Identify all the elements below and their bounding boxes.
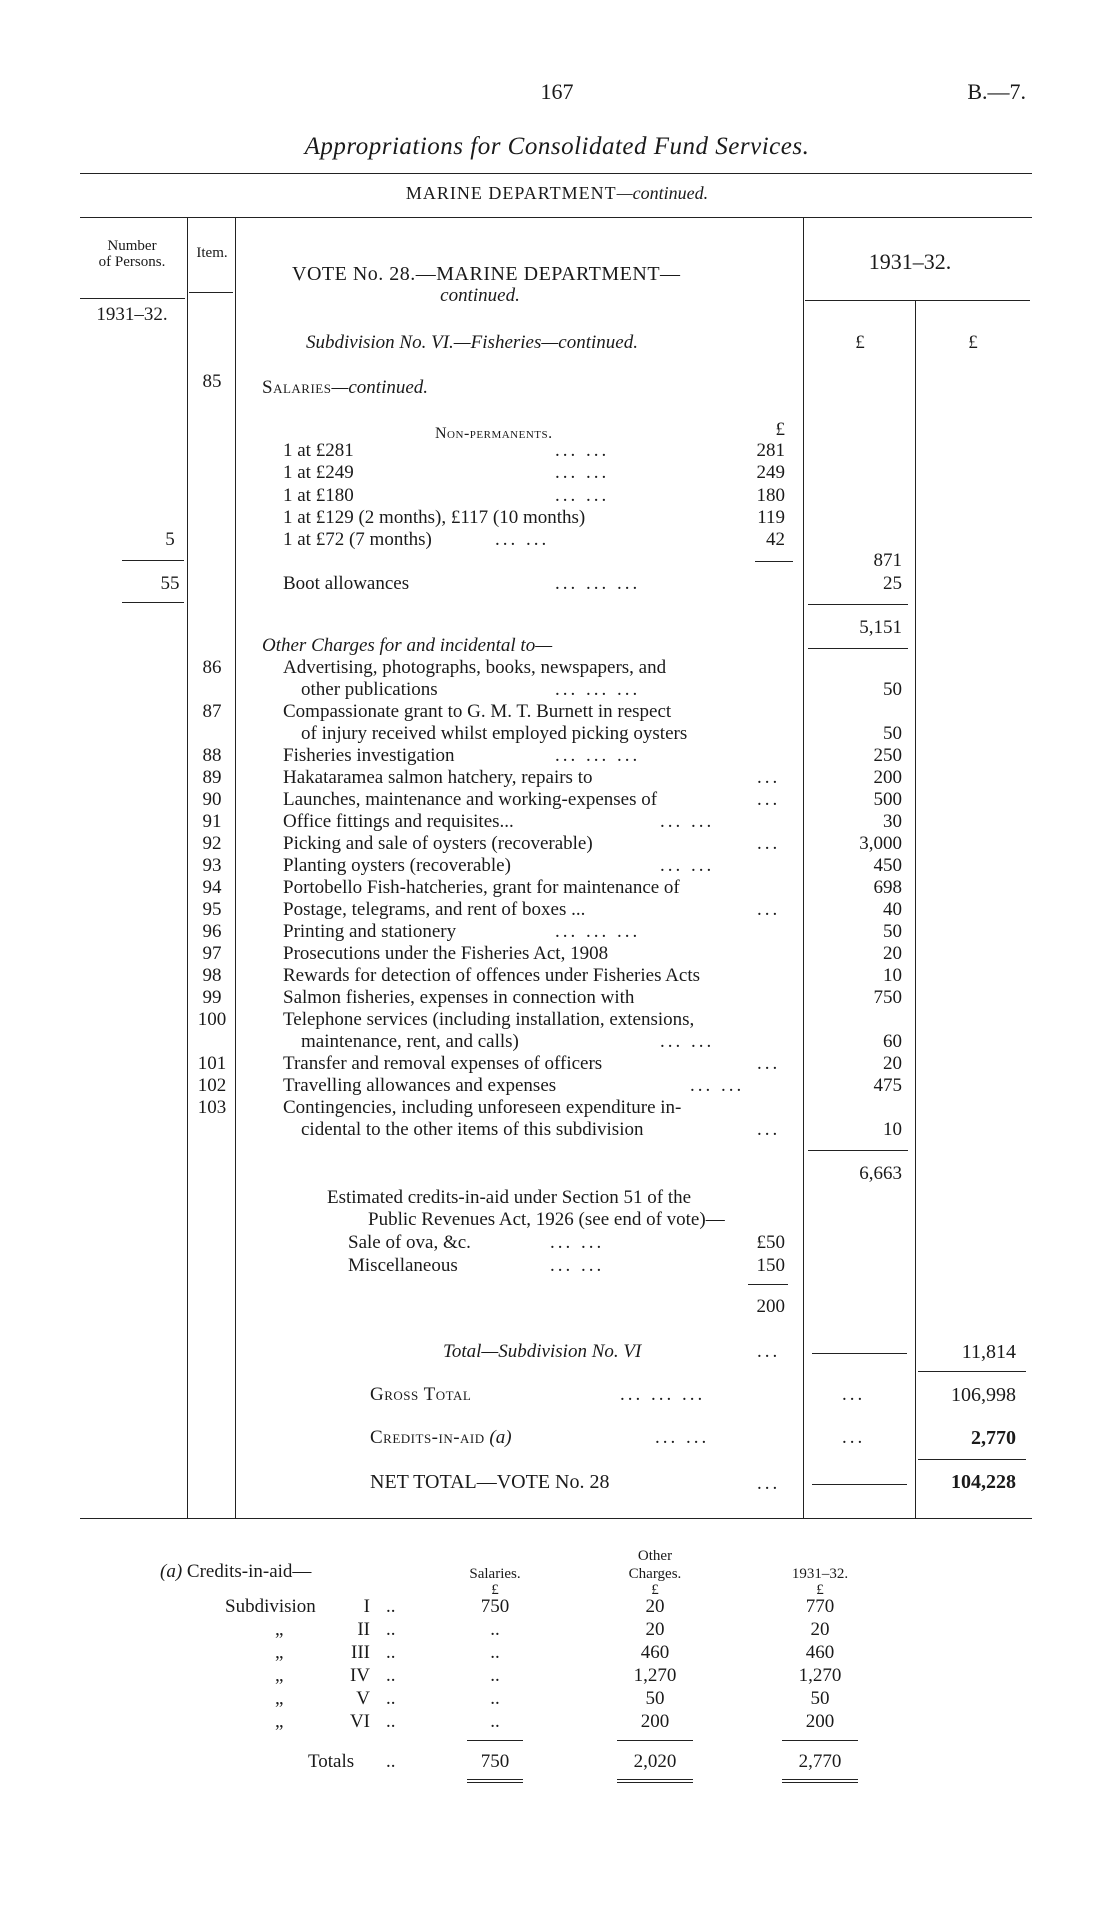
credits-estimate-total: 200 bbox=[756, 1296, 785, 1317]
leader-dots: ... ... bbox=[660, 1031, 715, 1052]
vote-title-continued: continued. bbox=[440, 285, 520, 306]
leader-dots: ... ... bbox=[555, 462, 610, 483]
subdivision-numeral: IV bbox=[349, 1665, 370, 1686]
charge-label: Launches, maintenance and working-expenses of bbox=[283, 789, 658, 810]
charge-amount: 250 bbox=[873, 745, 902, 766]
item-number: 93 bbox=[202, 855, 222, 876]
subdivision-total-label: Total—Subdivision No. VI bbox=[443, 1341, 642, 1362]
subdivision-name: „ bbox=[275, 1711, 284, 1732]
credit-label: Sale of ova, &c. bbox=[348, 1232, 471, 1253]
leader-dots: ... ... bbox=[550, 1255, 605, 1276]
rule bbox=[918, 1459, 1026, 1460]
charge-label: Transfer and removal expenses of officers bbox=[283, 1053, 603, 1074]
rule bbox=[782, 1740, 858, 1741]
rule bbox=[782, 1782, 858, 1783]
charge-label-continued: cidental to the other items of this subdivision bbox=[301, 1119, 644, 1140]
charge-amount: 10 bbox=[883, 965, 902, 986]
leader-dots: ... ... ... bbox=[555, 921, 641, 942]
item-number: 92 bbox=[202, 833, 222, 854]
salaries-total: 5,151 bbox=[859, 617, 902, 638]
rule bbox=[122, 602, 184, 603]
leader-dots: ... bbox=[757, 1341, 781, 1362]
item-number: 88 bbox=[202, 745, 222, 766]
item-number: 89 bbox=[202, 767, 222, 788]
footnote-total-other: 2,020 bbox=[633, 1751, 677, 1772]
leader-dots: ... bbox=[757, 1473, 781, 1494]
footnote-other: 1,270 bbox=[633, 1665, 677, 1686]
credits-estimate-line: Estimated credits-in-aid under Section 51 of the bbox=[327, 1187, 692, 1208]
footnote-marker: (a) bbox=[160, 1561, 183, 1582]
charge-label: Contingencies, including unforeseen expenditure in- bbox=[283, 1097, 682, 1118]
salary-label: 1 at £72 (7 months) bbox=[283, 529, 432, 550]
leader-dots: ... ... bbox=[555, 440, 610, 461]
leader-dots: ... bbox=[757, 767, 781, 788]
leader-dots: .. bbox=[386, 1711, 396, 1732]
leader-dots: ... bbox=[757, 899, 781, 920]
subdivision-numeral: VI bbox=[349, 1711, 370, 1732]
footnote-column-salaries: Salaries. bbox=[469, 1566, 521, 1582]
charge-amount: 500 bbox=[873, 789, 902, 810]
charge-label: Advertising, photographs, books, newspapers, and bbox=[283, 657, 667, 678]
subdivision-name: „ bbox=[275, 1619, 284, 1640]
item-number: 100 bbox=[197, 1009, 227, 1030]
salary-label: 1 at £180 bbox=[283, 485, 354, 506]
charge-label: Hakataramea salmon hatchery, repairs to bbox=[283, 767, 593, 788]
footnote-year: 50 bbox=[810, 1688, 830, 1709]
footnote-salaries: .. bbox=[490, 1642, 500, 1663]
year-header-persons: 1931–32. bbox=[96, 304, 168, 325]
salaries-continued: —continued. bbox=[331, 377, 429, 398]
rule bbox=[748, 1284, 788, 1285]
credit-amount: 150 bbox=[756, 1255, 785, 1276]
charge-amount: 40 bbox=[883, 899, 902, 920]
item-number: 96 bbox=[202, 921, 222, 942]
charge-label-continued: other publications bbox=[301, 679, 438, 700]
rule bbox=[80, 1518, 1032, 1519]
footnote-column-year: 1931–32. bbox=[791, 1566, 849, 1582]
department-name: MARINE DEPARTMENT bbox=[405, 183, 617, 203]
charge-amount: 50 bbox=[883, 679, 902, 700]
charge-amount: 750 bbox=[873, 987, 902, 1008]
subdivision-numeral: V bbox=[356, 1688, 370, 1709]
gross-total-label: Gross Total bbox=[370, 1384, 472, 1405]
footnote-other: 200 bbox=[640, 1711, 670, 1732]
salaries-heading bbox=[262, 378, 428, 398]
year-header-main: 1931–32. bbox=[868, 249, 952, 274]
item-number: 86 bbox=[202, 657, 222, 678]
item-number: 103 bbox=[197, 1097, 227, 1118]
subdivision-numeral: III bbox=[351, 1642, 370, 1663]
department-heading bbox=[157, 183, 957, 203]
leader-dots: ... ... bbox=[495, 529, 550, 550]
item-number: 85 bbox=[202, 371, 222, 392]
leader-dots: ... bbox=[757, 1119, 781, 1140]
charge-amount: 475 bbox=[873, 1075, 902, 1096]
leader-dots: ... ... bbox=[550, 1232, 605, 1253]
item-number: 102 bbox=[197, 1075, 227, 1096]
department-continued: —continued. bbox=[616, 183, 709, 203]
boot-allowances-label: Boot allowances bbox=[283, 573, 410, 594]
item-number: 94 bbox=[202, 877, 222, 898]
leader-dots: .. bbox=[386, 1688, 396, 1709]
charge-label: Travelling allowances and expenses bbox=[283, 1075, 557, 1096]
rule bbox=[755, 561, 793, 562]
footnote-total-salaries: 750 bbox=[480, 1751, 510, 1772]
footnote-salaries: .. bbox=[490, 1665, 500, 1686]
salary-amount: 281 bbox=[756, 440, 785, 461]
salary-amount: 42 bbox=[766, 529, 785, 550]
rule bbox=[189, 292, 233, 293]
salaries-subtotal: 871 bbox=[873, 550, 902, 571]
page-number: 167 bbox=[540, 79, 574, 104]
charge-label: Office fittings and requisites... bbox=[283, 811, 514, 832]
leader-dots: .. bbox=[386, 1751, 396, 1772]
charge-label: Postage, telegrams, and rent of boxes ... bbox=[283, 899, 586, 920]
credits-in-aid-note: (a) bbox=[489, 1427, 512, 1448]
footnote-salaries: .. bbox=[490, 1688, 500, 1709]
item-number: 91 bbox=[202, 811, 222, 832]
rule bbox=[80, 298, 185, 299]
rule bbox=[467, 1779, 523, 1780]
rule bbox=[812, 1484, 907, 1485]
salary-label: 1 at £249 bbox=[283, 462, 354, 483]
charge-amount: 3,000 bbox=[859, 833, 902, 854]
rule bbox=[80, 217, 1032, 218]
charge-amount: 50 bbox=[883, 921, 902, 942]
leader-dots: ... bbox=[757, 789, 781, 810]
leader-dots: ... ... bbox=[660, 811, 715, 832]
leader-dots: ... bbox=[757, 833, 781, 854]
rule bbox=[808, 1150, 908, 1151]
pound-sign: £ bbox=[816, 1582, 824, 1598]
charge-amount: 10 bbox=[883, 1119, 902, 1140]
leader-dots: ... ... bbox=[555, 485, 610, 506]
item-number: 90 bbox=[202, 789, 222, 810]
rule bbox=[782, 1779, 858, 1780]
boot-allowances-amount: 25 bbox=[883, 573, 902, 594]
leader-dots: ... ... ... bbox=[555, 745, 641, 766]
credits-in-aid-amount: 2,770 bbox=[971, 1427, 1016, 1449]
leader-dots: ... ... bbox=[660, 855, 715, 876]
charge-label: Salmon fisheries, expenses in connection with bbox=[283, 987, 635, 1008]
charge-amount: 30 bbox=[883, 811, 902, 832]
pound-sign: £ bbox=[855, 332, 865, 353]
charge-label-continued: of injury received whilst employed picking oysters bbox=[301, 723, 688, 744]
charge-amount: 450 bbox=[873, 855, 902, 876]
rule bbox=[467, 1740, 523, 1741]
vote-title: VOTE No. 28.—MARINE DEPARTMENT— bbox=[292, 263, 681, 285]
pound-sign: £ bbox=[491, 1582, 499, 1598]
charge-amount: 50 bbox=[883, 723, 902, 744]
leader-dots: ... ... ... bbox=[620, 1384, 706, 1405]
column-rule bbox=[915, 300, 916, 1518]
rule bbox=[617, 1740, 693, 1741]
subdivision-name: „ bbox=[275, 1665, 284, 1686]
leader-dots: ... bbox=[757, 1053, 781, 1074]
credits-in-aid-row bbox=[370, 1428, 512, 1448]
leader-dots: .. bbox=[386, 1596, 396, 1617]
non-permanents-heading: Non-permanents. bbox=[435, 425, 553, 442]
leader-dots: ... ... ... bbox=[555, 679, 641, 700]
salary-label: 1 at £129 (2 months), £117 (10 months) bbox=[283, 507, 586, 528]
leader-dots: .. bbox=[386, 1642, 396, 1663]
other-charges-total: 6,663 bbox=[859, 1163, 902, 1184]
persons-total: 55 bbox=[160, 573, 180, 594]
leader-dots: ... ... ... bbox=[555, 573, 641, 594]
rule bbox=[80, 173, 1032, 174]
credit-amount: £50 bbox=[756, 1232, 785, 1253]
salary-label: 1 at £281 bbox=[283, 440, 354, 461]
footnote-year: 1,270 bbox=[798, 1665, 842, 1686]
persons-count: 5 bbox=[165, 529, 175, 550]
rule bbox=[808, 604, 908, 605]
leader-dots: ... bbox=[842, 1427, 866, 1448]
footnote-totals-label: Totals bbox=[308, 1751, 355, 1772]
subdivision-name: „ bbox=[275, 1642, 284, 1663]
leader-dots: ... bbox=[842, 1384, 866, 1405]
salary-amount: 249 bbox=[756, 462, 785, 483]
rule bbox=[918, 1371, 1026, 1372]
footnote-other: 20 bbox=[645, 1619, 665, 1640]
document-reference: B.—7. bbox=[967, 79, 1026, 104]
column-header-persons: Number bbox=[107, 238, 157, 254]
footnote-column-other: Other bbox=[637, 1548, 673, 1564]
salary-amount: 180 bbox=[756, 485, 785, 506]
rule bbox=[808, 648, 908, 649]
charge-label: Fisheries investigation bbox=[283, 745, 455, 766]
footnote-year: 460 bbox=[805, 1642, 835, 1663]
charge-label: Rewards for detection of offences under Fisheries Acts bbox=[283, 965, 700, 986]
item-number: 95 bbox=[202, 899, 222, 920]
rule bbox=[617, 1779, 693, 1780]
credits-in-aid-label: Credits-in-aid bbox=[370, 1427, 485, 1448]
charge-amount: 60 bbox=[883, 1031, 902, 1052]
footnote-salaries: 750 bbox=[480, 1596, 510, 1617]
charge-amount: 20 bbox=[883, 943, 902, 964]
charge-label: Prosecutions under the Fisheries Act, 1908 bbox=[283, 943, 609, 964]
rule bbox=[805, 300, 1030, 301]
charge-label: Portobello Fish-hatcheries, grant for maintenance of bbox=[283, 877, 680, 898]
column-header-persons: of Persons. bbox=[98, 254, 166, 270]
footnote-other: 20 bbox=[645, 1596, 665, 1617]
footnote-label: Credits-in-aid— bbox=[186, 1561, 312, 1582]
footnote-other: 50 bbox=[645, 1688, 665, 1709]
footnote-heading bbox=[160, 1562, 311, 1582]
net-total-label: NET TOTAL—VOTE No. 28 bbox=[370, 1471, 610, 1493]
pound-sign: £ bbox=[775, 419, 785, 440]
gross-total-amount: 106,998 bbox=[951, 1384, 1016, 1406]
column-rule bbox=[803, 218, 804, 1518]
subdivision-name: „ bbox=[275, 1688, 284, 1709]
charge-amount: 200 bbox=[873, 767, 902, 788]
footnote-year: 200 bbox=[805, 1711, 835, 1732]
column-rule bbox=[187, 218, 188, 1518]
subdivision-heading: Subdivision No. VI.—Fisheries—continued. bbox=[306, 332, 638, 353]
rule bbox=[122, 560, 184, 561]
footnote-column-other: Charges. bbox=[628, 1566, 682, 1582]
charge-label: Telephone services (including installation, extensions, bbox=[283, 1009, 695, 1030]
item-number: 101 bbox=[197, 1053, 227, 1074]
footnote-total-year: 2,770 bbox=[798, 1751, 842, 1772]
credits-estimate-line: Public Revenues Act, 1926 (see end of vote)— bbox=[368, 1209, 725, 1230]
net-total-amount: 104,228 bbox=[951, 1471, 1016, 1493]
charge-amount: 698 bbox=[873, 877, 902, 898]
rule bbox=[467, 1782, 523, 1783]
item-number: 97 bbox=[202, 943, 222, 964]
pound-sign: £ bbox=[968, 332, 978, 353]
rule bbox=[617, 1782, 693, 1783]
leader-dots: .. bbox=[386, 1665, 396, 1686]
other-charges-heading: Other Charges for and incidental to— bbox=[262, 635, 553, 656]
footnote-salaries: .. bbox=[490, 1711, 500, 1732]
charge-label-continued: maintenance, rent, and calls) bbox=[301, 1031, 519, 1052]
column-rule bbox=[235, 218, 236, 1518]
rule bbox=[812, 1353, 907, 1354]
column-header-item: Item. bbox=[196, 245, 228, 261]
pound-sign: £ bbox=[651, 1582, 659, 1598]
credit-label: Miscellaneous bbox=[348, 1255, 458, 1276]
item-number: 99 bbox=[202, 987, 222, 1008]
charge-amount: 20 bbox=[883, 1053, 902, 1074]
charge-label: Planting oysters (recoverable) bbox=[283, 855, 511, 876]
footnote-year: 20 bbox=[810, 1619, 830, 1640]
charge-label: Printing and stationery bbox=[283, 921, 457, 942]
page-title: Appropriations for Consolidated Fund Services. bbox=[304, 133, 810, 160]
salary-amount: 119 bbox=[757, 507, 785, 528]
item-number: 87 bbox=[202, 701, 222, 722]
leader-dots: ... ... bbox=[655, 1427, 710, 1448]
footnote-year: 770 bbox=[805, 1596, 835, 1617]
charge-label: Compassionate grant to G. M. T. Burnett in respect bbox=[283, 701, 672, 722]
subdivision-name: Subdivision bbox=[225, 1596, 316, 1617]
footnote-salaries: .. bbox=[490, 1619, 500, 1640]
subdivision-total-amount: 11,814 bbox=[961, 1341, 1016, 1363]
item-number: 98 bbox=[202, 965, 222, 986]
subdivision-numeral: II bbox=[357, 1619, 370, 1640]
subdivision-numeral: I bbox=[363, 1596, 370, 1617]
footnote-other: 460 bbox=[640, 1642, 670, 1663]
charge-label: Picking and sale of oysters (recoverable) bbox=[283, 833, 593, 854]
leader-dots: ... ... bbox=[690, 1075, 745, 1096]
salaries-label: Salaries bbox=[262, 377, 332, 398]
leader-dots: .. bbox=[386, 1619, 396, 1640]
